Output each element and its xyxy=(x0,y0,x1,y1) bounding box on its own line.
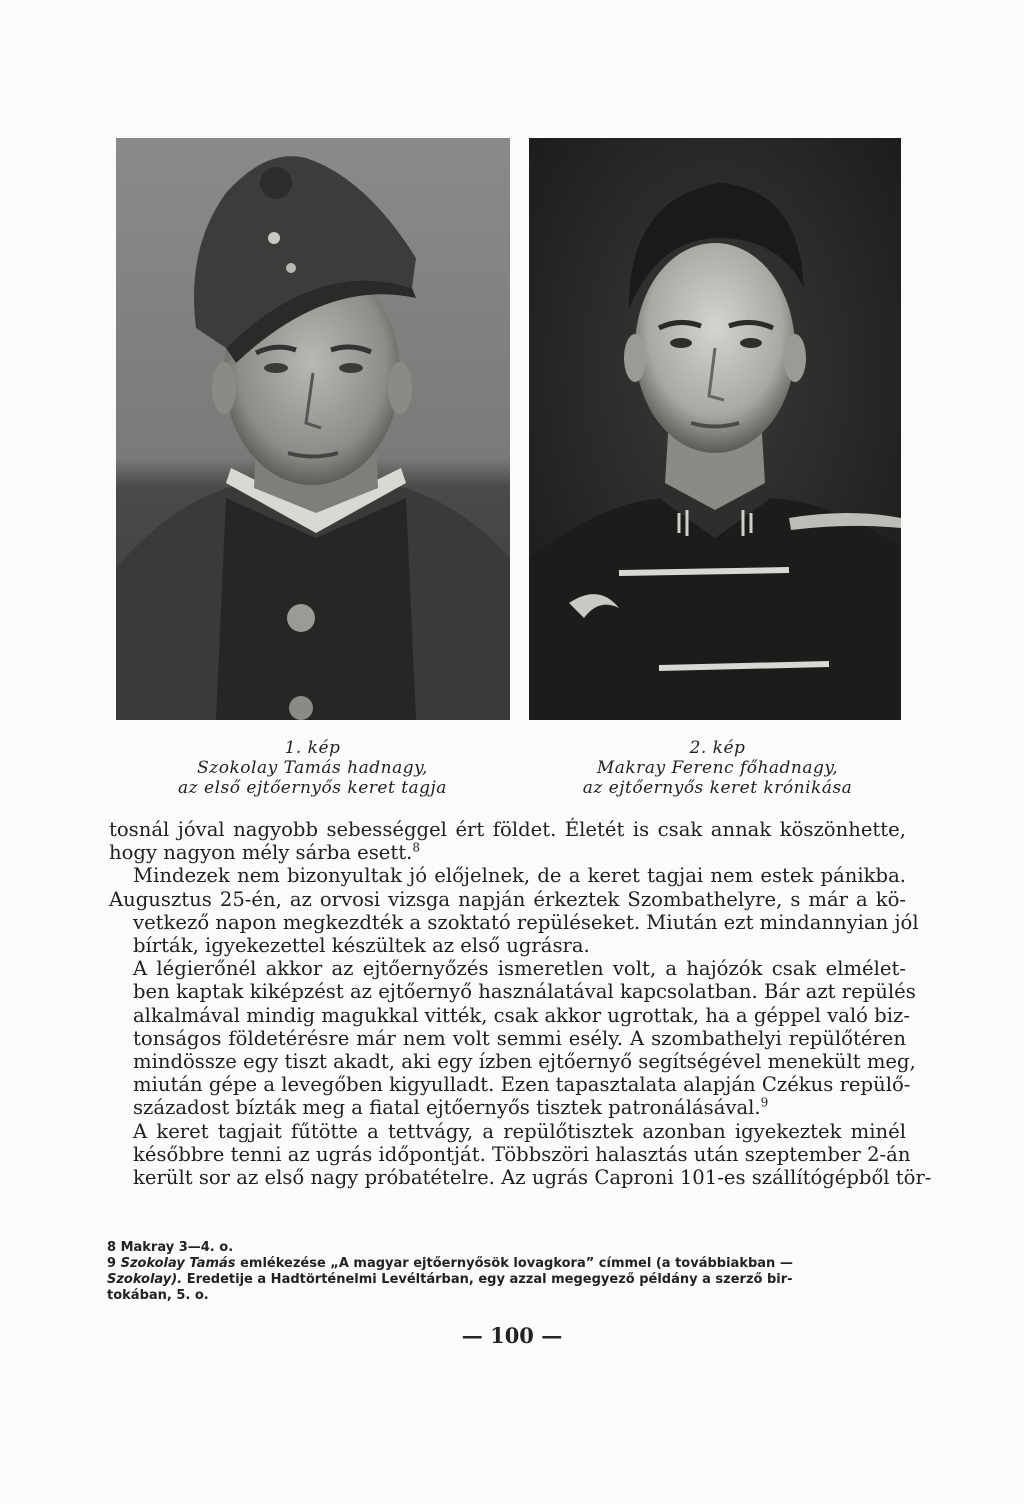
footnote-ref: 9 xyxy=(760,1095,769,1110)
text-line: alkalmával mindig magukkal vitték, csak akkor ugrottak, ha a géppel való biz- xyxy=(133,1003,910,1027)
text-line: Mindezek nem bizonyultak jó előjelnek, de a keret tagjai nem estek pánikba. xyxy=(133,864,906,888)
text-line-content: századost bízták meg a fiatal ejtőernyős tisztek patronálásával. xyxy=(133,1096,761,1120)
text-line xyxy=(109,841,906,864)
caption-photo-2 xyxy=(550,738,885,798)
text-line: későbbre tenni az ugrás időpontját. Többszöri halasztás után szeptember 2-án xyxy=(133,1142,911,1166)
footnote-9-cont: tokában, 5. o. xyxy=(107,1288,209,1303)
caption-role: az első ejtőernyős keret tagja xyxy=(178,778,447,798)
text-line: A légierőnél akkor az ejtőernyőzés ismeretlen volt, a hajózók csak elmélet- xyxy=(133,957,906,981)
text-line: miután gépe a levegőben kigyulladt. Ezen tapasztalata alapján Czékus repülő- xyxy=(133,1073,911,1097)
paragraph xyxy=(109,864,919,958)
text-line: tosnál jóval nagyobb sebességgel ért földet. Életét is csak annak köszönhette, xyxy=(109,818,906,841)
footnote-author: Szokolay). xyxy=(107,1272,183,1287)
footnote-text: Makray 3—4. o. xyxy=(120,1240,234,1255)
text-line: mindössze egy tiszt akadt, aki egy ízben ejtőernyő segítségével menekült meg, xyxy=(133,1050,916,1074)
text-line: vetkező napon megkezdték a szoktató repüléseket. Miután ezt mindannyian jól xyxy=(133,910,919,934)
caption-photo-1 xyxy=(150,738,475,798)
text-line: került sor az első nagy próbatételre. Az ugrás Caproni 101-es szállítógépből tör- xyxy=(133,1166,932,1190)
footnote-9 xyxy=(107,1256,907,1272)
footnote-ref: 8 xyxy=(412,840,420,855)
text-line: tonságos földetérésre már nem volt semmi esély. A szombathelyi repülőtéren xyxy=(133,1026,906,1050)
footnote-text: Eredetije a Hadtörténelmi Levéltárban, egy azzal megegyező példány a szerző bir- xyxy=(186,1272,793,1287)
text-line: A keret tagjait fűtötte a tettvágy, a repülőtisztek azonban igyekeztek minél xyxy=(133,1119,906,1143)
text-line: ben kaptak kiképzést az ejtőernyő használatával kapcsolatban. Bár azt repülés xyxy=(133,980,916,1004)
photo-szokolay xyxy=(116,138,510,720)
caption-number: 2. kép xyxy=(689,738,746,758)
text-line xyxy=(109,1096,906,1119)
footnote-author: Szokolay Tamás xyxy=(120,1256,236,1271)
caption-name: Szokolay Tamás hadnagy, xyxy=(197,758,428,778)
portrait-officer-image xyxy=(529,138,901,720)
footnote-8 xyxy=(107,1240,907,1256)
footnotes xyxy=(107,1240,907,1304)
caption-name: Makray Ferenc főhadnagy, xyxy=(596,758,839,778)
footnote-number: 9 xyxy=(107,1256,117,1271)
caption-number: 1. kép xyxy=(284,738,341,758)
paragraph xyxy=(109,957,916,1120)
paragraph xyxy=(109,818,906,864)
caption-role: az ejtőernyős keret krónikása xyxy=(582,778,853,798)
body-text xyxy=(109,818,932,1190)
text-line: bírták, igyekezettel készültek az első ugrásra. xyxy=(133,934,590,958)
page-number: — 100 — xyxy=(461,1323,563,1348)
paragraph xyxy=(109,1119,932,1190)
footnote-number: 8 xyxy=(107,1240,117,1255)
portrait-soldier-cap-image xyxy=(116,138,510,720)
footnote-9-cont xyxy=(107,1272,907,1288)
footnote-text: emlékezése „A magyar ejtőernyősök lovagkora” címmel (a továbbiakban — xyxy=(240,1256,793,1271)
photo-makray xyxy=(529,138,901,720)
text-line-content: hogy nagyon mély sárba esett. xyxy=(109,841,413,865)
text-line: Augusztus 25-én, az orvosi vizsga napján érkeztek Szombathelyre, s már a kö- xyxy=(109,887,906,911)
